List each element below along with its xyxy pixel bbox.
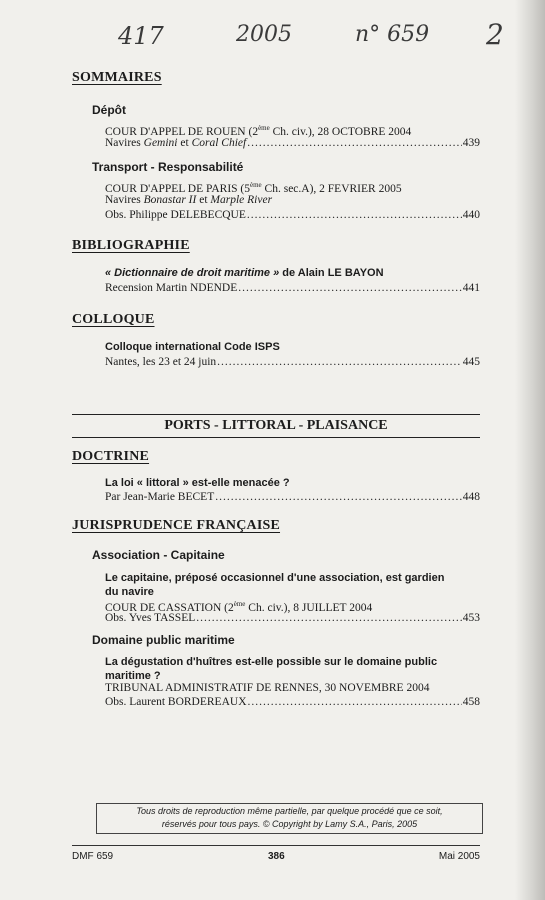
page-number: 448 bbox=[462, 491, 480, 503]
page-number: 439 bbox=[462, 137, 480, 149]
subheading-transport: Transport - Responsabilité bbox=[92, 160, 244, 174]
association-title-line2: du navire bbox=[105, 586, 154, 598]
toc-entry-doctrine[interactable]: Par Jean-Marie BECET ..... 448 bbox=[105, 490, 480, 505]
heading-bibliographie: BIBLIOGRAPHIE bbox=[72, 238, 190, 253]
domaine-title-line1: La dégustation d'huîtres est-elle possible sur le domaine public bbox=[105, 656, 438, 668]
subheading-depot: Dépôt bbox=[92, 103, 126, 117]
association-court: COUR DE CASSATION (2ème Ch. civ.), 8 JUILLET 2004 bbox=[105, 600, 373, 614]
transport-ships: Navires Bonastar II et Marple River bbox=[105, 194, 273, 206]
page-number: 445 bbox=[462, 356, 480, 368]
subheading-domaine-public: Domaine public maritime bbox=[92, 633, 235, 647]
footer-date: Mai 2005 bbox=[438, 851, 480, 862]
page-number: 453 bbox=[462, 612, 480, 624]
handwritten-note-2: 2005 bbox=[236, 22, 292, 47]
transport-court: COUR D'APPEL DE PARIS (5ème Ch. sec.A), 2 FEVRIER 2005 bbox=[105, 181, 402, 195]
copyright-notice bbox=[96, 803, 483, 834]
toc-entry-domaine[interactable]: Obs. Laurent BORDEREAUX ..... 458 bbox=[105, 695, 480, 710]
footer-page-number: 386 bbox=[268, 851, 285, 862]
handwritten-note-3: n° 659 bbox=[355, 22, 430, 47]
copyright-line1: Tous droits de reproduction même partielle, par quelque procédé que ce soit, bbox=[136, 806, 443, 816]
footer-divider bbox=[72, 845, 480, 846]
heading-jurisprudence: JURISPRUDENCE FRANÇAISE bbox=[72, 518, 281, 533]
doctrine-title: La loi « littoral » est-elle menacée ? bbox=[105, 477, 290, 489]
toc-entry-depot[interactable]: Navires Gemini et Coral Chief ..... 439 bbox=[105, 136, 480, 151]
domaine-title-line2: maritime ? bbox=[105, 670, 161, 682]
domaine-court: TRIBUNAL ADMINISTRATIF DE RENNES, 30 NOVEMBRE 2004 bbox=[105, 682, 430, 694]
page-number: 440 bbox=[462, 209, 480, 221]
page-edge-shadow bbox=[515, 0, 545, 900]
toc-entry-colloque[interactable]: Nantes, les 23 et 24 juin ..... 445 bbox=[105, 355, 480, 370]
section-band-ports-littoral: PORTS - LITTORAL - PLAISANCE bbox=[72, 414, 480, 438]
page-number: 458 bbox=[462, 696, 480, 708]
association-title-line1: Le capitaine, préposé occasionnel d'une association, est gardien bbox=[105, 572, 445, 584]
subheading-association: Association - Capitaine bbox=[92, 548, 225, 562]
copyright-line2: réservés pour tous pays. © Copyright by Lamy S.A., Paris, 2005 bbox=[161, 819, 418, 829]
heading-colloque: COLLOQUE bbox=[72, 312, 155, 327]
page-number: 441 bbox=[462, 282, 480, 294]
toc-entry-transport[interactable]: Obs. Philippe DELEBECQUE ..... 440 bbox=[105, 208, 480, 223]
footer-journal-issue: DMF 659 bbox=[72, 851, 114, 862]
toc-entry-bibliographie[interactable]: Recension Martin NDENDE ..... 441 bbox=[105, 281, 480, 296]
biblio-title: « Dictionnaire de droit maritime » de Alain LE BAYON bbox=[105, 267, 384, 279]
toc-entry-association[interactable]: Obs. Yves TASSEL ..... 453 bbox=[105, 611, 480, 626]
depot-court: COUR D'APPEL DE ROUEN (2ème Ch. civ.), 28 OCTOBRE 2004 bbox=[105, 124, 412, 138]
heading-sommaires: SOMMAIRES bbox=[72, 70, 162, 85]
colloque-title: Colloque international Code ISPS bbox=[105, 341, 280, 353]
heading-doctrine: DOCTRINE bbox=[72, 449, 150, 464]
handwritten-note-4: 2 bbox=[486, 18, 504, 51]
handwritten-note-1: 417 bbox=[118, 22, 164, 50]
